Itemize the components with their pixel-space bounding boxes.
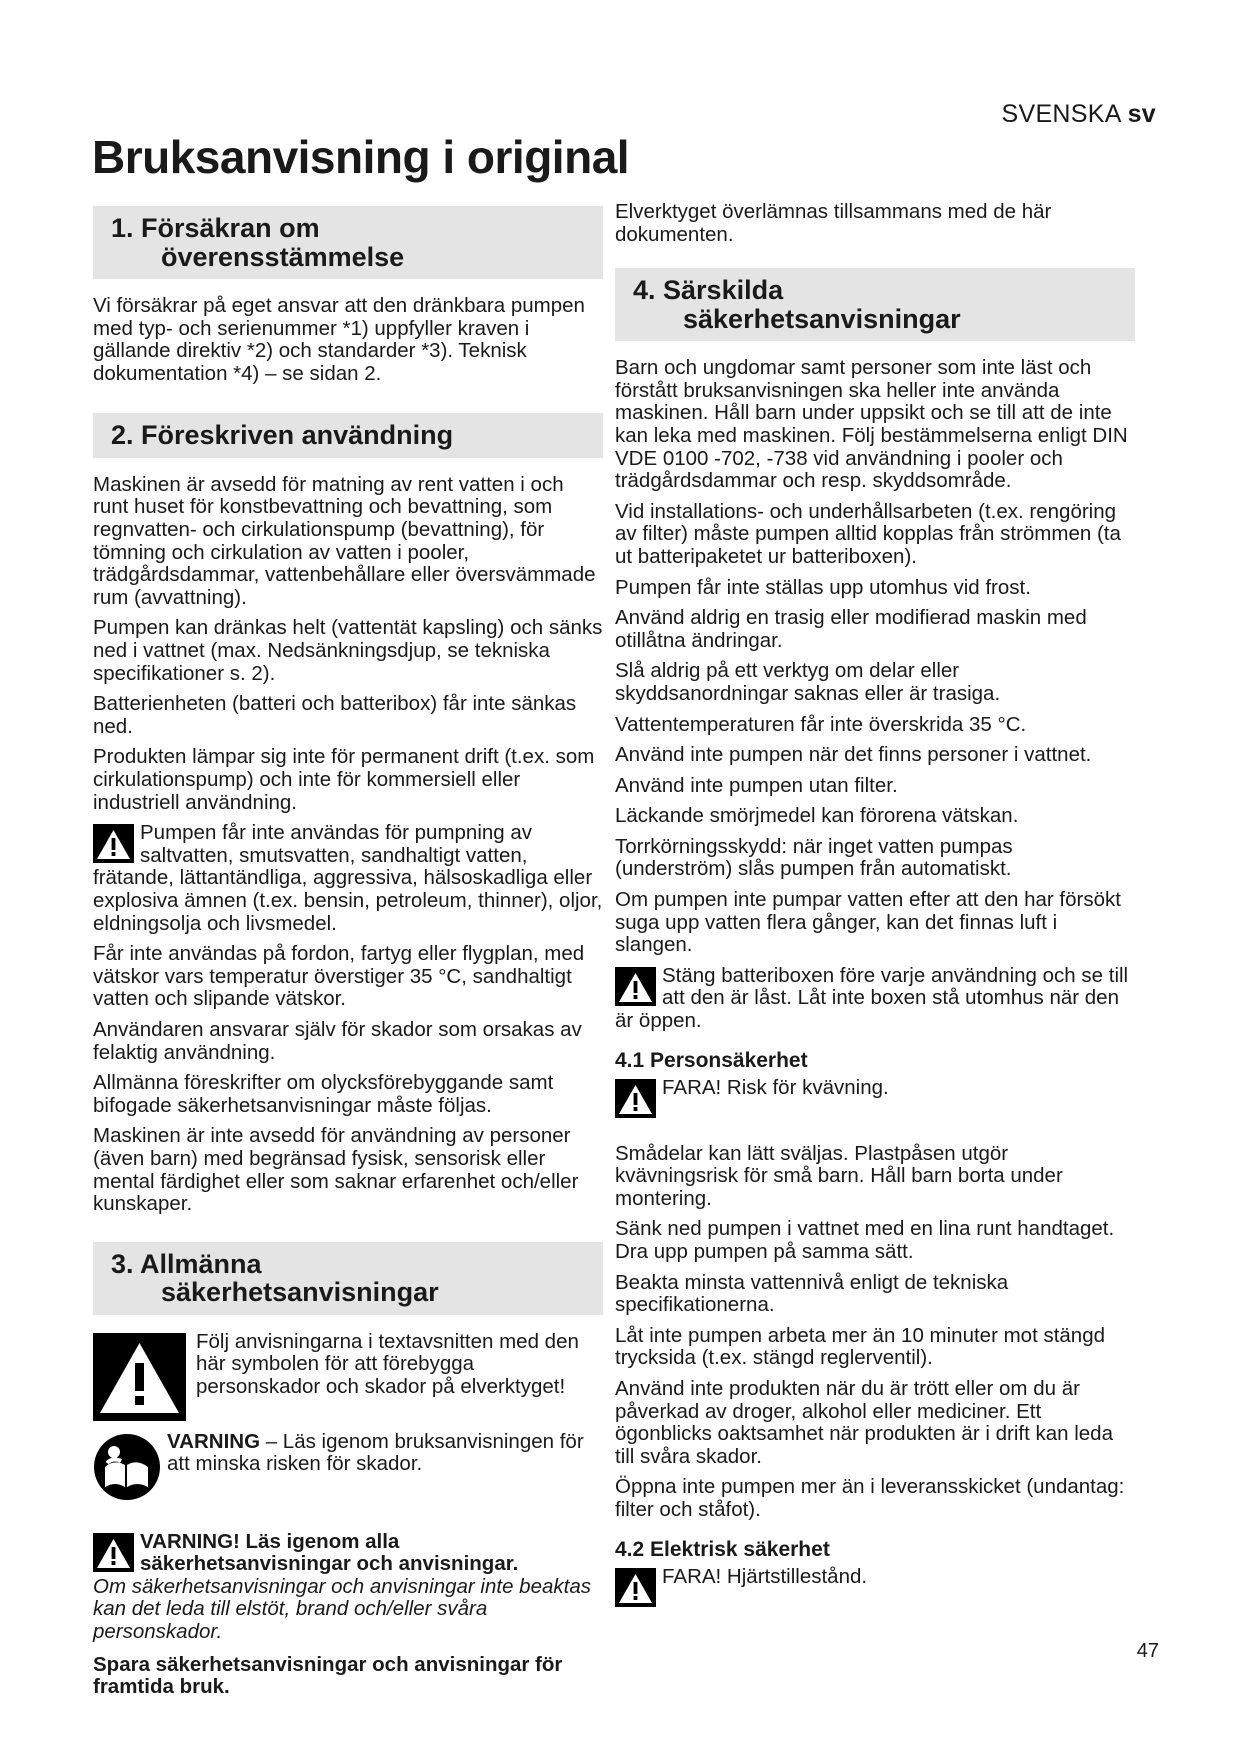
read-manual-icon (93, 1433, 161, 1501)
section-2-paragraph: Allmänna föreskrifter om olycksförebyggande samt bifogade säkerhetsanvisningar måste följas. (93, 1071, 554, 1117)
save-instructions-note: Spara säkerhetsanvisningar och anvisningar för framtida bruk. (93, 1652, 563, 1699)
section-4-2-heading: 4.2 Elektrisk säkerhet (615, 1537, 830, 1561)
section-4-paragraph: Slå aldrig på ett verktyg om delar eller skyddsanordningar saknas eller är trasiga. (615, 659, 1001, 705)
warning-triangle-icon (93, 1533, 134, 1572)
right-column (615, 201, 1135, 1607)
read-manual-note (93, 1431, 603, 1501)
section-2-paragraph: Får inte användas på fordon, fartyg eller flygplan, med vätskor vars temperatur överstiger 35 °C, sandhaltigt vatten och slipande vätskor. (93, 942, 585, 1011)
page-title: Bruksanvisning i original (92, 131, 630, 183)
section-2-paragraph: Maskinen är avsedd för matning av rent vatten i och runt huset för konstbevattning och bevattning, som regnvatten- och cirkulationspump (bevattning), för tömning och cirkulation av vatten i pooler, trädgårdsdammar, vattenbehållare eller översvämmade rum (avvattning). (93, 472, 596, 609)
section-2-paragraph: Batterienheten (batteri och batteribox) får inte sänkas ned. (93, 692, 577, 738)
symbol-explanation (93, 1331, 603, 1423)
section-4-paragraph: Läckande smörjmedel kan förorena vätskan. (615, 804, 1019, 828)
intro-paragraph: Elverktyget överlämnas tillsammans med de här dokumenten. (615, 200, 1052, 246)
section-4-paragraph: Torrkörningsskydd: när inget vatten pumpas (underström) slås pumpen från automatiskt. (615, 834, 1013, 881)
section-3-heading-line1: 3. Allmänna (111, 1248, 262, 1279)
warning-triangle-icon (615, 1568, 656, 1607)
section-4-1-paragraph: Använd inte produkten när du är trött eller om du är påverkad av droger, alkohol eller mediciner. Ett ögonblicks oaktsamhet när produkten är i drift kan leda till svåra skador. (615, 1376, 1113, 1468)
section-4-1-heading: 4.1 Personsäkerhet (615, 1048, 808, 1072)
danger-suffocation (615, 1077, 1135, 1135)
section-4-heading (615, 268, 1135, 341)
section-4-paragraph: Om pumpen inte pumpar vatten efter att den har försökt suga upp vatten flera gånger, kan det finnas luft i slangen. (615, 888, 1121, 957)
danger-cardiac-arrest (615, 1566, 1135, 1589)
general-warning (93, 1531, 603, 1576)
language-indicator (1002, 100, 1157, 129)
section-1-paragraph: Vi försäkrar på eget ansvar att den dränkbara pumpen med typ- och serienummer *1) uppfyller kraven i gällande direktiv *2) och standarder *3). Teknisk dokumentation *4) – se sidan 2. (93, 294, 585, 385)
section-1-heading-line1: 1. Försäkran om (111, 213, 320, 243)
general-warning-italic: Om säkerhetsanvisningar och anvisningar inte beaktas kan det leda till elstöt, brand och/eller svåra personskador. (93, 1574, 591, 1644)
section-4-paragraph: Använd aldrig en trasig eller modifierad maskin med otillåtna ändringar. (615, 606, 1087, 652)
section-4-1-paragraph: Sänk ned pumpen i vattnet med en lina runt handtaget. Dra upp pumpen på samma sätt. (615, 1217, 1115, 1263)
section-4-paragraph: Vid installations- och underhållsarbeten (t.ex. rengöring av filter) måste pumpen alltid kopplas från strömmen (ta ut batteripaketet ur batteriboxen). (615, 499, 1121, 568)
section-2-paragraph: Pumpen kan dränkas helt (vattentät kapsling) och sänks ned i vattnet (max. Nedsänkningsdjup, se tekniska specifikationer s. 2). (93, 616, 603, 685)
general-warning-bold: VARNING! Läs igenom alla säkerhetsanvisningar och anvisningar. (140, 1529, 519, 1576)
section-4-heading-line2: säkerhetsanvisningar (683, 303, 961, 334)
section-4-1-paragraph: Öppna inte pumpen mer än i leveransskicket (undantag: filter och ståfot). (615, 1475, 1125, 1521)
left-column (93, 206, 603, 1707)
section-1-heading-line2: överensstämmelse (161, 241, 405, 272)
read-manual-bold: VARNING (167, 1429, 261, 1453)
danger-suffocation-text: FARA! Risk för kvävning. (662, 1075, 889, 1099)
warning-triangle-icon (93, 824, 134, 863)
symbol-explanation-text: Följ anvisningarna i textavsnitten med den här symbolen för att förebygga personskador och skador på elverktyget! (196, 1329, 579, 1398)
section-4-1-paragraph: Beakta minsta vattennivå enligt de tekniska specifikationerna. (615, 1270, 1009, 1317)
section-2-paragraph: Användaren ansvarar själv för skador som orsakas av felaktig användning. (93, 1017, 582, 1064)
danger-cardiac-arrest-text: FARA! Hjärtstillestånd. (662, 1564, 868, 1588)
language-code: sv (1127, 100, 1156, 128)
section-2-heading: 2. Föreskriven användning (93, 413, 603, 458)
warning-triangle-icon (615, 1079, 656, 1118)
section-4-heading-line1: 4. Särskilda (633, 275, 784, 306)
section-3-heading (93, 1242, 603, 1315)
section-1-heading (93, 206, 603, 279)
section-4-warning-paragraph (615, 965, 1135, 1033)
section-3-heading-line2: säkerhetsanvisningar (161, 1277, 439, 1308)
section-2-paragraph: Maskinen är inte avsedd för användning av personer (även barn) med begränsad fysisk, sensorisk eller mental färdighet eller som saknar erfarenhet och/eller kunskaper. (93, 1124, 579, 1216)
section-2-paragraph: Produkten lämpar sig inte för permanent drift (t.ex. som cirkulationspump) och inte för kommersiell eller industriell användning. (93, 745, 595, 814)
section-4-1-paragraph: Låt inte pumpen arbeta mer än 10 minuter mot stängd trycksida (t.ex. stängd reglerventil). (615, 1323, 1106, 1370)
read-manual-text: – Läs igenom bruksanvisningen för att minska risken för skador. (167, 1429, 584, 1476)
section-2-warning-paragraph (93, 822, 603, 935)
section-4-paragraph: Använd inte pumpen utan filter. (615, 773, 898, 797)
page-number: 47 (1136, 1640, 1159, 1662)
section-4-paragraph: Använd inte pumpen när det finns personer i vattnet. (615, 743, 1092, 767)
warning-triangle-icon (615, 967, 656, 1006)
section-2-warning-text: Pumpen får inte användas för pumpning av saltvatten, smutsvatten, sandhaltigt vatten, frätande, lättantändliga, aggressiva, hälsoskadliga eller explosiva ämnen (t.ex. bensin, petroleum, thinner), oljor, eldningsolja och livsmedel. (93, 821, 603, 935)
section-4-paragraph: Pumpen får inte ställas upp utomhus vid frost. (615, 575, 1031, 599)
warning-symbol-large-icon (93, 1333, 186, 1421)
language-label: SVENSKA (1001, 100, 1121, 128)
section-4-paragraph: Barn och ungdomar samt personer som inte läst och förstått bruksanvisningen ska heller inte använda maskinen. Håll barn under uppsikt och se till att de inte kan leka med maskinen. Följ bestämmelserna enligt DIN VDE 0100 -702, -738 vid användning i pooler och trädgårdsdammar och resp. skyddsområde. (615, 356, 1128, 493)
section-4-warning-text: Stäng batteriboxen före varje användning och se till att den är låst. Låt inte boxen stå utomhus när den är öppen. (615, 963, 1129, 1033)
section-4-1-paragraph: Smådelar kan lätt sväljas. Plastpåsen utgör kvävningsrisk för små barn. Håll barn borta under montering. (615, 1141, 1063, 1210)
section-4-paragraph: Vattentemperaturen får inte överskrida 35 °C. (615, 712, 1027, 736)
